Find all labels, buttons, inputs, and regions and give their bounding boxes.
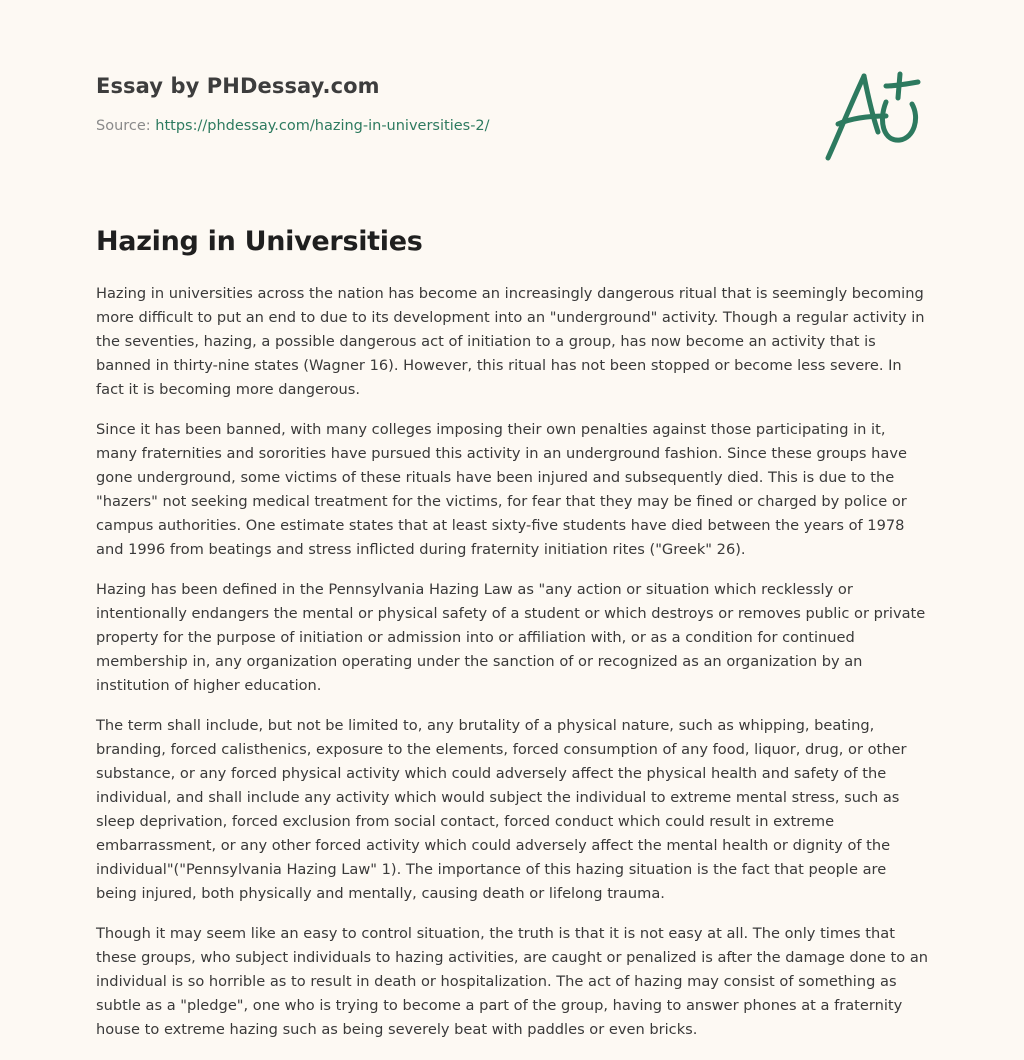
essay-content	[96, 226, 931, 1058]
a-plus-grade-icon	[820, 66, 930, 166]
essay-paragraph-3: Hazing has been defined in the Pennsylvania Hazing Law as "any action or situation which recklessly or intentionally endangers the mental or physical safety of a student or which destroys or removes public or private property for the purpose of initiation or admission into or affiliation with, or as a condition for continued membership in, any organization operating under the sanction of or recognized as an organization by an institution of higher education.	[96, 581, 926, 694]
essay-title: Hazing in Universities	[96, 226, 423, 257]
source-link[interactable]: https://phdessay.com/hazing-in-universities-2/	[155, 118, 490, 134]
site-title: Essay by PHDessay.com	[96, 74, 380, 98]
source-line	[96, 118, 796, 134]
page-header	[96, 74, 796, 134]
source-label: Source:	[96, 118, 151, 134]
essay-paragraph-5: Though it may seem like an easy to control situation, the truth is that it is not easy at all. The only times that these groups, who subject individuals to hazing activities, are caught or penalized is after the damage done to an individual is so horrible as to result in death or hospitalization. The act of hazing may consist of something as subtle as a "pledge", one who is trying to become a part of the group, having to answer phones at a fraternity house to extreme hazing such as being severely beat with paddles or even bricks.	[96, 925, 929, 1038]
essay-paragraph-4: The term shall include, but not be limited to, any brutality of a physical nature, such as whipping, beating, branding, forced calisthenics, exposure to the elements, forced consumption of any food, liquor, drug, or other substance, or any forced physical activity which could adversely affect the physical health and safety of the individual, and shall include any activity which would subject the individual to extreme mental stress, such as sleep deprivation, forced exclusion from social contact, forced conduct which could result in extreme embarrassment, or any other forced activity which could adversely affect the mental health or dignity of the individual"("Pennsylvania Hazing Law" 1). The importance of this hazing situation is the fact that people are being injured, both physically and mentally, causing death or lifelong trauma.	[96, 717, 907, 902]
essay-paragraph-2: Since it has been banned, with many colleges imposing their own penalties against those participating in it, many fraternities and sororities have pursued this activity in an underground fashion. Since these groups have gone underground, some victims of these rituals have been injured and subsequently died. This is due to the "hazers" not seeking medical treatment for the victims, for fear that they may be fined or charged by police or campus authorities. One estimate states that at least sixty-five students have died between the years of 1978 and 1996 from beatings and stress inflicted during fraternity initiation rites ("Greek" 26).	[96, 421, 907, 558]
essay-paragraph-1: Hazing in universities across the nation has become an increasingly dangerous ritual that is seemingly becoming more difficult to put an end to due to its development into an "underground" activity. Though a regular activity in the seventies, hazing, a possible dangerous act of initiation to a group, has now become an activity that is banned in thirty-nine states (Wagner 16). However, this ritual has not been stopped or become less severe. In fact it is becoming more dangerous.	[96, 285, 925, 398]
